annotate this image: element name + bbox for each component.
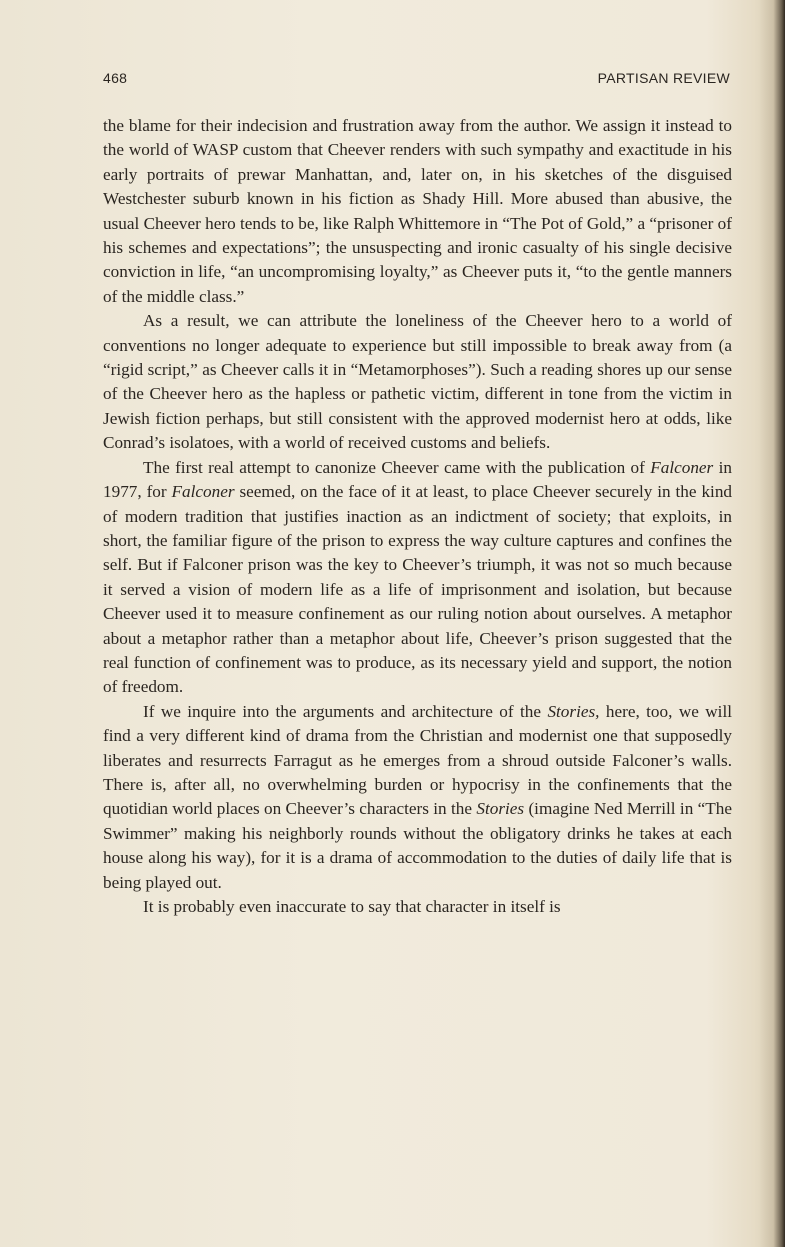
paragraph bbox=[103, 114, 732, 309]
italic-title: Stories bbox=[476, 799, 525, 819]
text-run: here, too, we will find a very different kind of drama from the Christian and modernist one that supposedly liberates and resurrects Farragut as he emerges from a shroud outside Falconer’s walls. There is, after all, no overwhelming burden or hypocrisy in the confinements that the quotidian world places on Cheever’s characters in the bbox=[103, 701, 732, 819]
text-run: the blame for their indecision and frustration away from the author. We assign it instead to the world of WASP custom that Cheever renders with such sympathy and exactitude in his early portraits of prewar Manhattan, and, later on, in his sketches of the disguised Westchester suburb known in his fiction as Shady Hill. More abused than abusive, the usual Cheever hero tends to be, like Ralph Whittemore in “The Pot of Gold,” a “prisoner of his schemes and expectations”; the unsuspecting and ironic casualty of his single decisive conviction in life, “an uncompromising loyalty,” as Cheever puts it, “to the gentle manners of the middle class.” bbox=[103, 116, 732, 306]
italic-title: Falconer bbox=[650, 457, 714, 477]
paragraph bbox=[103, 700, 732, 895]
article-body bbox=[103, 114, 732, 919]
paragraph bbox=[103, 309, 732, 455]
text-run: As a result, we can attribute the loneliness of the Cheever hero to a world of conventions no longer adequate to experience but still impossible to break away from (a “rigid script,” as Cheever calls it in “Metamorphoses”). Such a reading shores up our sense of the Cheever hero as the hapless or pathetic victim, different in tone from the victim in Jewish fiction perhaps, but still consistent with the approved modernist hero at odds, like Conrad’s isolatoes, with a world of received customs and beliefs. bbox=[103, 311, 732, 453]
text-run: (imagine Ned Merrill in “The Swimmer” making his neighborly rounds without the obligatory drinks he takes at each house along his way), for it is a drama of accommodation to the duties of daily life that is being played out. bbox=[103, 799, 732, 892]
page-binding-edge bbox=[759, 0, 785, 1247]
paragraph bbox=[103, 456, 732, 700]
page-header bbox=[103, 70, 730, 88]
text-run: If we inquire into the arguments and architecture of the bbox=[143, 701, 548, 721]
running-head: PARTISAN REVIEW bbox=[597, 70, 730, 86]
italic-title: Stories, bbox=[547, 701, 600, 721]
page-number: 468 bbox=[103, 70, 128, 86]
italic-title: Falconer bbox=[171, 482, 235, 502]
text-run: in 1977, for bbox=[103, 457, 732, 502]
paragraph bbox=[103, 895, 732, 919]
text-run: It is probably even inaccurate to say that character in itself is bbox=[143, 897, 561, 916]
text-run: seemed, on the face of it at least, to place Cheever securely in the kind of modern tradition that justifies inaction as an indictment of society; that exploits, in short, the familiar figure of the prison to express the way culture captures and confines the self. But if Falconer prison was the key to Cheever’s triumph, it was not so much because it served a vision of modern life as a life of imprisonment and isolation, but because Cheever used it to measure confinement as our ruling notion about ourselves. A metaphor about a metaphor rather than a metaphor about life, Cheever’s prison suggested that the real function of confinement was to produce, as its necessary yield and support, the notion of freedom. bbox=[103, 482, 733, 697]
text-run: The first real attempt to canonize Cheever came with the publication of bbox=[143, 457, 651, 477]
